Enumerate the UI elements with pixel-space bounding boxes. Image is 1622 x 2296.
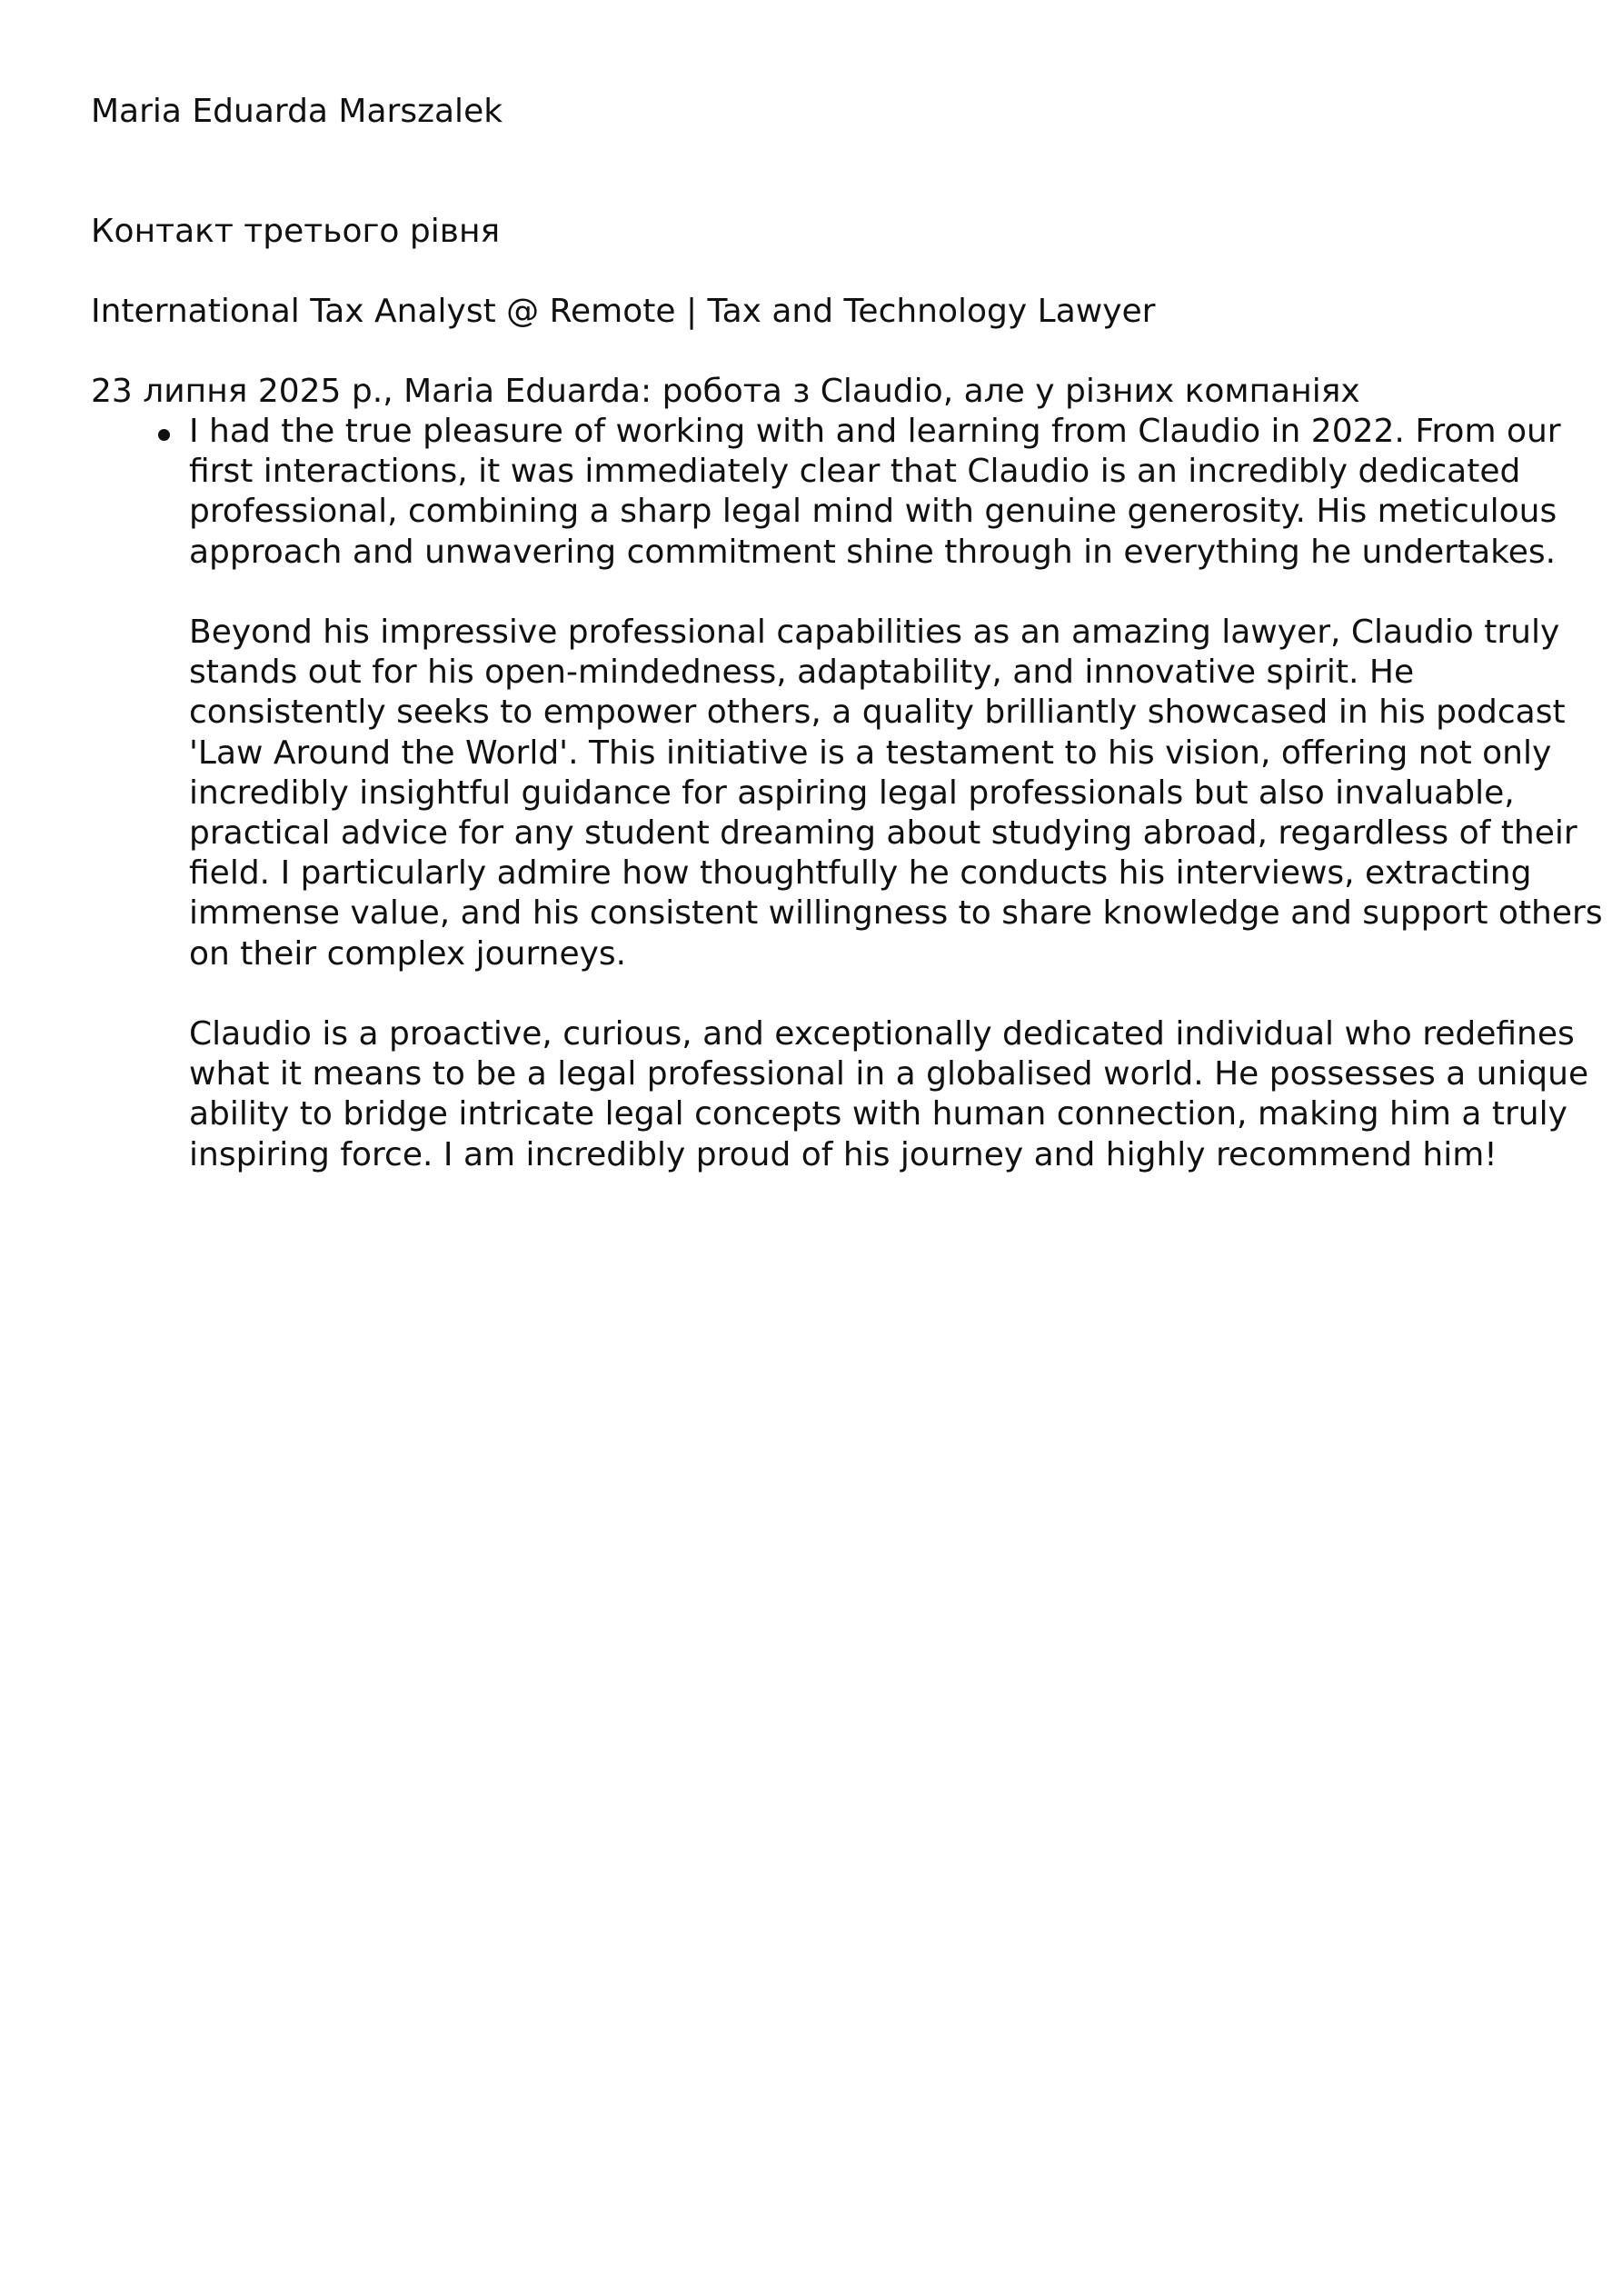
- recommendation-list: [91, 412, 1607, 1175]
- recommendation-paragraph-1: I had the true pleasure of working with and learning from Claudio in 2022. From our first interactions, it was immediately clear that Claudio is an incredibly dedicated professional, combining a sharp legal mind with genuine generosity. His meticulous approach and unwavering commitment shine through in everything he undertakes.: [189, 413, 1561, 571]
- recommender-name[interactable]: Maria Eduarda Marszalek: [91, 93, 503, 130]
- recommendation-text: [189, 412, 1607, 1175]
- connection-degree: Контакт третього рівня: [91, 213, 501, 250]
- recommendation-paragraph-2: Beyond his impressive professional capabilities as an amazing lawyer, Claudio truly stands out for his open-mindedness, adaptability, and innovative spirit. He consistently seeks to empower others, a quality brilliantly showcased in his podcast 'Law Around the World'. This initiative is a testament to his vision, offering not only incredibly insightful guidance for aspiring legal professionals but also invaluable, practical advice for any student dreaming about studying abroad, regardless of their field. I particularly admire how thoughtfully he conducts his interviews, extracting immense value, and his consistent willingness to share knowledge and support others on their complex journeys.: [189, 614, 1603, 973]
- recommendation-paragraph-3: Claudio is a proactive, curious, and exceptionally dedicated individual who redefines what it means to be a legal professional in a globalised world. He possesses a unique ability to bridge intricate legal concepts with human connection, making him a truly inspiring force. I am incredibly proud of his journey and highly recommend him!: [189, 1015, 1589, 1173]
- recommendation-meta: 23 липня 2025 р., Maria Eduarda: робота з Claudio, але у різних компаніях: [91, 373, 1360, 410]
- recommender-headline: International Tax Analyst @ Remote | Tax and Technology Lawyer: [91, 293, 1156, 330]
- bullet-icon: [158, 429, 170, 441]
